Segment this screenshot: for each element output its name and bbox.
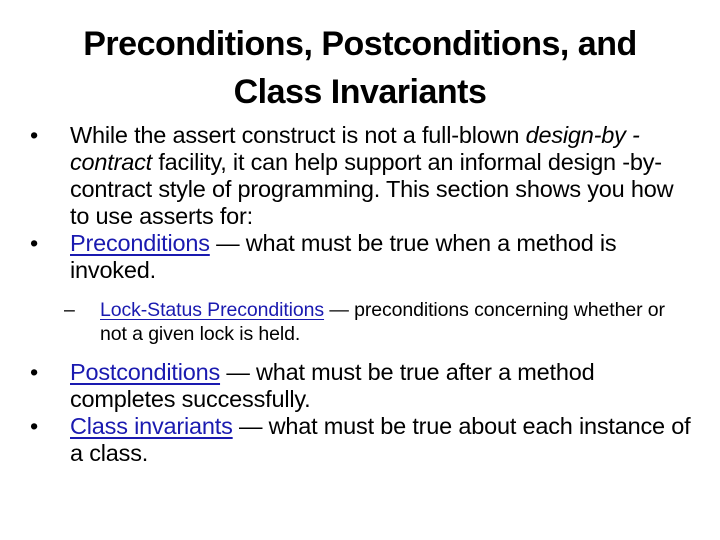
bullet-intro: [30, 122, 696, 230]
bullet-postconditions: [30, 359, 696, 413]
bullet-preconditions-text: — what must be true when a method is invoked.: [70, 230, 617, 283]
slide-title-line-2: Class Invariants: [233, 73, 487, 111]
bullet-postconditions-text: — what must be true after a method completes successfully.: [70, 359, 595, 412]
slide-title: [40, 20, 680, 116]
sub-bullet-lock-status: [30, 298, 696, 346]
bullet-intro-italic: design-by -contract: [70, 122, 640, 175]
bullet-marker: •: [30, 359, 39, 385]
class-invariants-link[interactable]: Class invariants: [70, 413, 233, 439]
sub-bullet-marker: –: [64, 299, 75, 321]
bullet-preconditions: [30, 230, 696, 284]
bullet-marker: •: [30, 122, 39, 148]
bullet-marker: •: [30, 230, 39, 256]
sub-bullet-lock-status-text: — preconditions concerning whether or not a given lock is held.: [100, 299, 665, 345]
bullet-intro-text-b: facility, it can help support an informal design -by-contract style of programming. This section shows you how to use asserts for:: [70, 149, 674, 229]
slide-title-line-1: Preconditions, Postconditions, and: [83, 25, 637, 63]
preconditions-link[interactable]: Preconditions: [70, 230, 210, 256]
postconditions-link[interactable]: Postconditions: [70, 359, 221, 385]
bullet-marker: •: [30, 413, 39, 439]
slide-body: [30, 122, 696, 467]
bullet-intro-text-a: While the assert construct is not a full-blown: [70, 122, 526, 148]
bullet-class-invariants: [30, 413, 696, 467]
bullet-class-invariants-text: — what must be true about each instance of a class.: [70, 413, 691, 466]
lock-status-preconditions-link[interactable]: Lock-Status Preconditions: [100, 299, 325, 321]
